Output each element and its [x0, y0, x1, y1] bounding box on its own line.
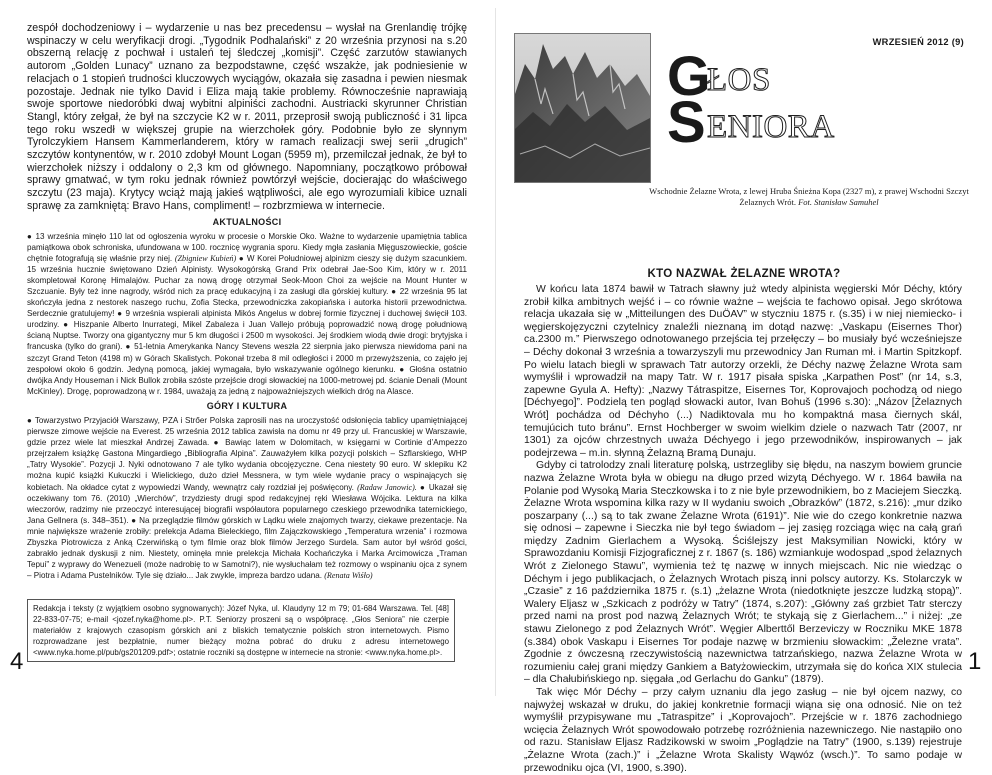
photo-caption: [644, 186, 974, 209]
culture-text-part2: ● Ukazał się oczekiwany tom 76. (2010) „Wierchów”, trzydziesty drugi spod redakcyjnej ręki Wiesława Wójcika. Lektura na kilka wieczorów, radzimy nie przeoczyć interesującej biografii współautora popularnego czeskiego przewodnika taternickiego, Jana Gellnera (s. 348–351). ● Na przeglądzie filmów górskich w Lądku wiele znajomych twarzy, ciekawe prezentacje. Na mnie największe wrażenie zrobiły: prelekcja Adama Bieleckiego, film Zajączkowskiego „Temperatura wrzenia” i rozmowa Zbyszka Piotrowicza z Anką Czerwińską o tym filmie oraz blok filmów Jerzego Surdela. Sam autor był wśród gości, zabrakło jednak dyskusji z nim. Niestety, ominęła mnie prelekcja Michała Kochańczyka i Marka Arcimowicza „Traman Tepui” z wyprawy do Wenezueli (może nadrobię to w Samotni?), nie wysłuchałam też rozmowy o wspinaniu ojca z synem – Piotra i Adama Pustelników. Tyle się działo... Jak zwykle, impreza bardzo udana.: [27, 482, 468, 581]
left-column: [27, 22, 467, 581]
culture-signature-2: (Renata Wiśło): [324, 571, 373, 581]
article-title: KTO NAZWAŁ ŻELAZNE WROTA?: [647, 268, 841, 280]
news-text: [27, 231, 467, 397]
culture-text-part1: ● Towarzystwo Przyjaciół Warszawy, PZA i Strőer Polska zaprosili nas na uroczystość odsłonięcia tablicy upamiętniającej pierwsze zimowe wejście na Everest. 25 września 2012 tablica zawisła na domu nr 49 przy ul. Francuskiej w Warszawie, gdzie przez wiele lat mieszkał Andrzej Zawada. ● Bawiąc latem w Dolomitach, w księgarni w Cortinie d’Ampezzo przejrzałem książkę Gastona Mingardiego „Bibliografia Alpina”. Zauważyłem kilka pozycji polskich – Szflarskiego, WHP „Tatry Wysokie”. Pozycji J. Nyki odnotowano 7 ale tylko wydania obcojęzyczne. Cena niestety 90 euro. W sklepiku K2 można kupić książki Kukuczki i Wielickiego, dużo dzieł Messnera, w tym wiele wydanie pracy o wspinających się kobietach. Na okładce cytat z wypowiedzi Wandy, wewnątrz cały rozdział jej poświęcony.: [27, 415, 467, 492]
news-text-part1: ● 13 września minęło 110 lat od ogłoszenia wyroku w procesie o Morskie Oko. Ważne to wydarzenie upamiętnia tablica pamiątkowa obok schroniska, ufundowana w 100. rocznicę wygrania sporu. Kiedy mgła zasłania Mięguszowieckie, goście chętnie fotografują się właśnie przy niej.: [27, 231, 467, 263]
culture-signature-1: (Radaw Janowic).: [357, 482, 417, 492]
masthead-word-los: ŁOS: [707, 62, 771, 98]
intro-paragraph: zespół dochodzeniowy i – wydarzenie u nas bez precedensu – wysłał na Grenlandię trójkę wspinaczy w celu weryfikacji drogi. „Tygodnik Podhalański” z 20 września przynosi na s.20 obszerną relację z pochwał i ustaleń tej śledczej „komisji”. Część zarzutów stawianych autorom „Golden Lunacy” uznano za bezpodstawne, część wszakże, jak podniesienie w relacjach o 1 stopień trudności kluczowych wyciągów, okazała się zasadna i pewien niesmak pozostaje. Jednak nie tylko David i Eliza mają takie problemy. Równocześnie naprawiają swoje sportowe niedoróbki dwaj wybitni alpiniści zachodni. Austriacki skyrunner Christian Stangl, który zełgał, że był na szczycie K2 w r. 2011, przeprosił swoją publiczność i 31 lipca tego roku wszedł w większej grupie na wierzchołek góry. Podobnie było ze słynnym Tyrolczykiem Hansem Kammerlanderem, który w ramach realizacji swej serii „drugich” szczytów kontynentów, w r. 2010 zdobył Mount Logan (5959 m), przemilczał jednak, że był to wierzchołek niższy i oddalony o 2,3 km od głównego. Napomniany, początkowo próbował sprawy gmatwać, w tym roku jednak również powtórzył wejście, docierając do właściwego szczytu (23 maja). Krytycy wciąż mają jakieś wątpliwości, ale ego wyrozumiali kibice uznali sprawę za zamkniętą: Bravo Hans, compliment! – rozbrzmiewa w internecie.: [27, 22, 467, 212]
photo-credit: Fot. Stanisław Samuhel: [798, 197, 879, 208]
news-text-part2: ● W Korei Południowej alpinizm cieszy się dużym szacunkiem. 15 września hucznie świętowano Dzień Alpinisty. Wysokogórską Grand Prix odebrał Jae-Soo Kim, który w r. 2011 skompletował Koronę Himalajów. Puchar za nową drogę otrzymał Seok-Moon Choi za wejście na Mount Hunter w Szczuanie. Były też inne nagrody, wśród nich za pracę edukacyjną i za zasługi dla górskiej kultury. ● 22 września 95 lat skończyła jedna z nestorek naszego ruchu, Zofia Stecka, przewodniczka zakopiańska i autorka historii przewodnictwa. Serdecznie gratulujemy! ● 9 września wspierali alpinista Mikós Angelus w dobrej formie fizycznej i duchowej święcił 103. urodziny. ● Hiszpanie Alberto Inurrategi, Mikel Zabaleza i Juan Vallejo próbują poprowadzić nową drogę południową ścianą Nuptse. Tworzy ona gigantyczny mur 5 km długości i 2500 m wysokości. Jej środkiem wiodą dwie drogi: brytyjska i francuska (tylko do grani). ● 51-letnia Amerykanka Nancy Stevens weszła 22 sierpnia jako pierwsza niewidoma pani na szczyt Grand Teton (4198 m) w Górach Skalistych. Pokonał trzeba 8 mil odległości i 2000 m przewyższenia, co zajęło jej zespołowi około 6 godzin. Jedyną pomocą, jakiej wymagała, było wskazywanie ogólnego kierunku. ● Głośna ostatnio dwójka Andy Houseman i Nick Bullok zrobiła szóste przejście drogi słowackiej na 1000-metrowej pd. ścianie Denali (Mount McKinley). Drogę, poprowadzoną w r. 1984, uważają za jedną z najpoważniejszych wielkich dróg na Alasce.: [27, 253, 467, 396]
article-paragraph-3: Tak więc Mór Déchy – przy całym uznaniu dla jego zasług – nie był ojcem nazwy, co najwyżej wskazał w druku, do jakiej konkretnie formacji wiąna się ona odnosić. Nie on też wymyślił przypisywane mu „Tatraspitze” i „Koprovajoch”. Przejście w r. 1876 zachodniego wcięcia Żelaznych Wrót spowodowało potrzebę rozróżnienia nazewniczego. Nie nastąpiło ono od razu. Stanisław Eljasz Radzikowski w swoim „Poglądzie na Tatry” (1900, s.139) rejestruje „Żelazne Wrota (zach.)” i „Żelazne Wrota Skalisty Wąwóz (wsch.)”. To samo podaje w przewodniku ojca (VI, 1900, s.390).: [524, 687, 962, 774]
news-signature-1: (Zbigniew Kubień): [174, 253, 237, 263]
mountain-photo-image: [515, 34, 650, 182]
editorial-credits: Redakcja i teksty (z wyjątkiem osobno sygnowanych): Józef Nyka, ul. Klaudyny 12 m 79; 01-684 Warszawa. Tel. [48] 22-833-07-75; e-mail <jozef.nyka@home.pl>. P.T. Seniorzy proszeni są o współpracę. „Głos Seniora” nie czerpie materiałów z krajowych czasopism górskich ani z bliskich tematycznie polskich stron internetowych. Pismo rozprowadzane jest bezpłatnie, numer bieżący można pobrać do druku z adresu internetowego <www.nyka.home.pl/pub/gs201209.pdf>; ostatnie roczniki są dostępne w internecie na stronie: <www.nyka.home.pl>.: [33, 604, 449, 658]
masthead-logo: [667, 44, 967, 158]
issue-date: WRZESIEŃ 2012 (9): [872, 37, 964, 47]
article-paragraph-2: Gdyby ci tatrolodzy znali literaturę polską, ustrzegliby się błędu, na naszym bowiem gruncie nazwa Żelazne Wrota była w obiegu na długo przed wizytą Déchyego. W r. 1864 bawiła na Polanie pod Wysoką Maria Steczkowska i to z nie byle przewodnikiem, bo z Maciejem Sieczką. Żelazne Wrota wspomina kilka razy w II wydaniu swoich „Obrazków” (1872, s.216): „mur dziko poszarpany (...) są to tak zwane Żelazne Wrota (6191)”. Nie wie do czego konkretnie nazwa się odnosi – zapewne i Sieczka nie był tego świadom – jej zasięg rozciąga więc na całą grań między Zadnim Gierlachem a Wysoką. Ściślejszy jest Maksymilian Nowicki, który w Sprawozdaniu Komisji Fizjograficznej z r. 1867 (s. 186) wzmiankuje wodospad „spod żelaznych Wrót z Zielonego Stawu”, wymienia też tę nazwę w innych miejscach. Nic nie wiedząc o Déchym i jego publikacjach, o Żelaznych Wrotach piszą inni polscy autorzy. Ks. Stolarczyk w „Czasie” z 16 października 1875 r. (s.1) „żelazne Wrota (niedotknięte jeszcze ludzką stopą)”. Walery Eljasz w „Szkicach z podróży w Tatry” (1874, s.207): „Główny zaś grzbiet Tatr sterczy przed nami na prost pod nazwą Żelaznych Wrót; te stykają się z Gierlachem...” i niżej: „ze stawu Zielonego z pod Żelaznych Wrót”. Węgier Alberttől Berzeviczy w Roczniku MKE 1878 (s.384) obok Vaskapu i Eisernes Tor podaje nazwę w brzmieniu słowackim: „Železne vrata”. Zgodnie z ówczesną rzeczywistością nazewnictwa tatrzańskiego, nazwa Żelazne Wrota w rozumieniu całej grani między Gankiem a Batyżowieckim, utrzymała się do końca XIX stulecia – dla Chałubińskiego np. sięgała „od Gerlachu do Ganku” (1879).: [524, 460, 962, 686]
page-4: [0, 0, 496, 701]
masthead-initial-s: S: [667, 90, 706, 155]
page-number-left: 4: [10, 648, 24, 675]
section-heading-news: AKTUALNOŚCI: [212, 216, 282, 227]
masthead-initial-g: G: [667, 44, 711, 107]
section-heading-culture: GÓRY I KULTURA: [206, 400, 288, 411]
page-1: [496, 0, 992, 774]
article-body: [524, 284, 962, 775]
photo-caption-text: Wschodnie Żelazne Wrota, z lewej Hruba Śnieżna Kopa (2327 m), z prawej Wschodni Szczyt Żelaznych Wrót.: [649, 186, 969, 208]
culture-text: [27, 415, 467, 581]
masthead-word-eniora: ENIORA: [707, 109, 835, 145]
mountain-photo: [514, 33, 651, 183]
page-number-right: 1: [968, 648, 982, 675]
article-paragraph-1: W końcu lata 1874 bawił w Tatrach sławny już wtedy alpinista węgierski Mór Déchy, który zrobił kilka ambitnych wejść i – co równie ważne – wejścia te fachowo opisał. Jego skrótowa relacja ukazała się w „Mitteilungen des DuÖAV” w styczniu 1875 r. (s.35) i w niej niemiecko- i węgierskojęzyczni czytelnicy znaleźli nieznaną im dotąd nazwę: „Vaskapu (Eisernes Thor) ca.2300 m.” Pierwszego odnotowanego przejścia tej przełęczy – bo musiały być wcześniejsze – Déchy dokonał 3 września a towarzyszyli mu przewodnicy Jan Ruman mł. i Martin Spitzkopf. Po wielu latach biegli w sprawach Tatr autorzy orzekli, że Déchy nazwę Żelazne Wrota sam wymyślił i wprowadził na mapy Tatr. W r. 1917 pisała spiska „Karpathen Post” (nr 14, s.3, zapewne Gyula A. Hefty): „Nazwy Tátraspitze, Eisernes Tor, Koprovajoch pochodzą od niego [Déchyego]”. Podzielą ten pogląd słowacki autor, Ivan Bohuš (1996 s.30): „Názov [Żelaznych Wrót] pochádza od Déchyho (...) Nadiktovala mu ho kompaktná masa čiernych skál, temujúcich tuto bránu”. Ernst Hochberger w swoim wielkim dziele o nazwach Tatr (2007, nr 1301) za ojców chrzestnych uważa Déchyego i jego przewodników, inspirowanych – jak podejrzewa – m.in. słynną Żelazną Bramą Dunaju.: [524, 284, 962, 459]
editorial-credits-box: [27, 599, 455, 662]
